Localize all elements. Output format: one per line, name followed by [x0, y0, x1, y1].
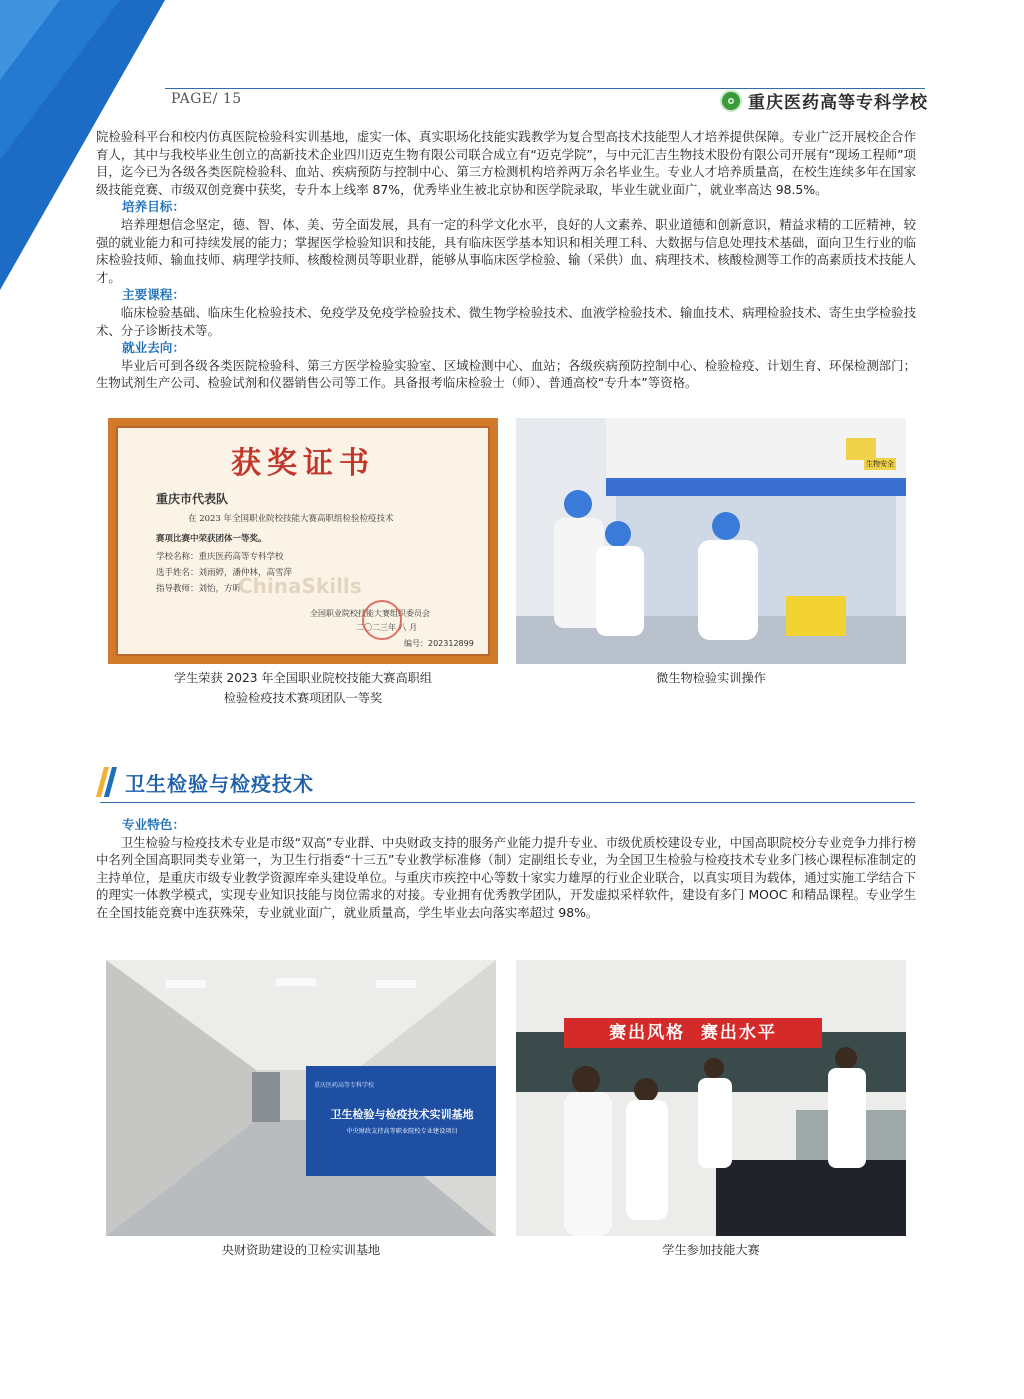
course-paragraph: 临床检验基础、临床生化检验技术、免疫学及免疫学检验技术、微生物学检验技术、血液学检验技术、输血技术、病理检验技术、寄生虫学检验技术、分子诊断技术等。	[96, 304, 916, 338]
microbio-caption: 微生物检验实训操作	[656, 671, 766, 685]
feature-heading: 专业特色：	[122, 817, 185, 832]
job-paragraph: 毕业后可到各级各类医院检验科、第三方医学检验实验室、区域检测中心、血站；各级疾病预防控制中心、检验检疫、计划生育、环保检测部门；生物试剂生产公司、检验试剂和仪器销售公司等工作。具备报考临床检验士（师）、普通高校“专升本”等资格。	[96, 357, 916, 391]
intro-paragraph: 院检验科平台和校内仿真医院检验科实训基地，虚实一体、真实职场化技能实践教学为复合型高技术技能型人才培养提供保障。专业广泛开展校企合作育人，其中与我校毕业生创立的高新技术企业四川迈克生物有限公司联合成立有“迈克学院”，与中元汇吉生物技术股份有限公司开展有“现场工程师”项目，迄今已为各级各类医院检验科、血站、疾病预防与控制中心、第三方检测机构培养两万余名毕业生。专业人才培养质量高，在校生连续多年在国家级技能竞赛、市级双创竞赛中获奖，专升本上线率 87%，优秀毕业生被北京协和医学院录取，毕业生就业面广，就业率高达 98.5%。	[96, 129, 916, 197]
page-number: PAGE/ 15	[171, 91, 242, 107]
school-header	[720, 88, 928, 113]
certificate-line1: 在 2023 年全国职业院校技能大赛高职组检验检疫技术	[188, 514, 394, 524]
school-name: 重庆医药高等专科学校	[748, 93, 928, 113]
certificate-date: 二〇二三年 八 月	[356, 623, 418, 632]
certificate-caption-line1: 学生荣获 2023 年全国职业院校技能大赛高职组	[173, 671, 433, 685]
goal-paragraph: 培养理想信念坚定，德、智、体、美、劳全面发展，具有一定的科学文化水平，良好的人文素养、职业道德和创新意识，精益求精的工匠精神，较强的就业能力和可持续发展的能力；掌握医学检验知识和技能，具有临床医学基本知识和相关理工科、大数据与信息处理技术基础，面向卫生行业的临床检验技师、输血技师、病理学技师、核酸检测员等职业群，能够从事临床医学检验、输（采供）血、病理技术、核酸检测等工作的高素质技术技能人才。	[96, 216, 916, 285]
section2-rule	[100, 802, 915, 803]
base-sign-subtitle: 中央财政支持高等职业院校专业建设项目	[346, 1128, 458, 1135]
contest-banner: 赛出风格 赛出水平	[564, 1018, 822, 1048]
certificate-title: 获奖证书	[231, 446, 375, 481]
training-base-photo	[106, 960, 496, 1236]
contest-scene	[516, 960, 906, 1236]
lab-scene	[516, 418, 906, 664]
certificate-seal-icon	[362, 600, 402, 640]
certificate-line2: 赛项比赛中荣获团体一等奖。	[156, 534, 267, 544]
base-sign-title: 卫生检验与检疫技术实训基地	[330, 1108, 474, 1121]
base-sign-small: 重庆医药高等专科学校	[314, 1082, 375, 1089]
contest-caption: 学生参加技能大赛	[662, 1243, 760, 1257]
corridor-scene	[106, 960, 496, 1236]
certificate-photo	[108, 418, 498, 664]
feature-paragraph: 卫生检验与检疫技术专业是市级“双高”专业群、中央财政支持的服务产业能力提升专业、市级优质校建设专业，中国高职院校分专业竞争力排行榜中名列全国高职同类专业第一，为卫生行指委“十三五”专业教学标准修（制）定副组长专业，为全国卫生检验与检疫技术专业多门核心课程标准制定的主持单位，是重庆市级专业教学资源库牵头建设单位。与重庆市疾控中心等数十家实力雄厚的行业企业联合，以真实项目为载体，通过实施工学结合下的理实一体教学模式，实现专业知识技能与岗位需求的对接。专业拥有优秀教学团队，开发虚拟采样软件，建设有多门 MOOC 和精品课程。专业学生在全国技能竞赛中连获殊荣，专业就业面广，就业质量高，学生毕业去向落实率超过 98%。	[96, 834, 916, 920]
lab-biosafety-label: 生物安全	[866, 460, 894, 468]
course-heading: 主要课程：	[122, 287, 185, 303]
section1-text	[96, 128, 916, 392]
certificate-team: 重庆市代表队	[156, 492, 229, 506]
certificate-number: 编号：202312899	[404, 639, 474, 648]
job-heading: 就业去向：	[122, 340, 185, 356]
training-base-caption: 央财资助建设的卫检实训基地	[221, 1243, 381, 1257]
certificate-caption-line2: 检验检疫技术赛项团队一等奖	[223, 691, 383, 705]
school-logo-icon	[720, 90, 742, 112]
section2-text	[96, 816, 916, 922]
certificate-issuer: 全国职业院校技能大赛组织委员会	[310, 609, 430, 618]
certificate-players: 选手姓名：刘雨婷，潘仲林，高雪萍	[156, 568, 293, 578]
certificate-caption	[108, 668, 498, 708]
goal-heading: 培养目标：	[122, 199, 185, 215]
certificate-school: 学校名称：重庆医药高等专科学校	[156, 552, 284, 562]
certificate-teacher: 指导教师：刘怡，方昕	[156, 584, 242, 594]
section2-title	[100, 765, 314, 799]
certificate-watermark: ChinaSkills	[238, 574, 362, 598]
contest-photo	[516, 960, 906, 1236]
microbio-photo	[516, 418, 906, 664]
section-title-bars-icon	[100, 767, 113, 797]
section2-title-text: 卫生检验与检疫技术	[125, 771, 314, 796]
